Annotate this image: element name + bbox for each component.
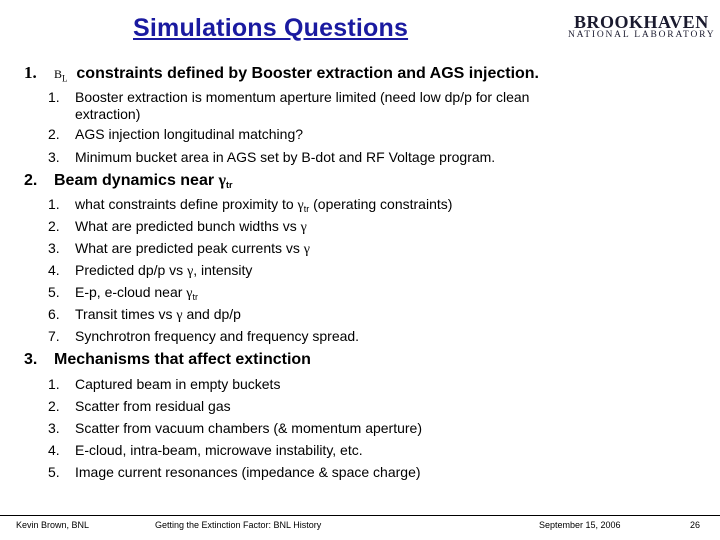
- section-3-number: 3.: [24, 351, 38, 368]
- slide-title: Simulations Questions: [133, 14, 409, 42]
- section-1-text: constraints defined by Booster extraction and AGS injection.: [76, 65, 539, 82]
- bl-symbol: $B_L$: [54, 67, 68, 84]
- footer-divider: [0, 515, 720, 516]
- footer-page-number: 26: [690, 520, 701, 530]
- footer-author: Kevin Brown, BNL: [16, 520, 90, 530]
- brookhaven-logo: [560, 12, 720, 44]
- logo-sub-text: NATIONAL LABORATORY: [568, 30, 716, 40]
- section-2-number: 2.: [24, 172, 38, 189]
- logo-main-text: BROOKHAVEN: [574, 12, 709, 32]
- section-1-heading: [24, 63, 539, 83]
- section-3-text: Mechanisms that affect extinction: [54, 351, 311, 368]
- section-1-number: 1.: [24, 63, 37, 82]
- section-2-heading: 2. Beam dynamics near $\gamma_{tr}$: [24, 172, 233, 190]
- section-3-heading: [24, 351, 311, 369]
- footer-date: September 15, 2006: [539, 520, 621, 530]
- footer-talk-title: Getting the Extinction Factor: BNL History: [155, 520, 322, 530]
- section-2-text: Beam dynamics near: [54, 172, 219, 189]
